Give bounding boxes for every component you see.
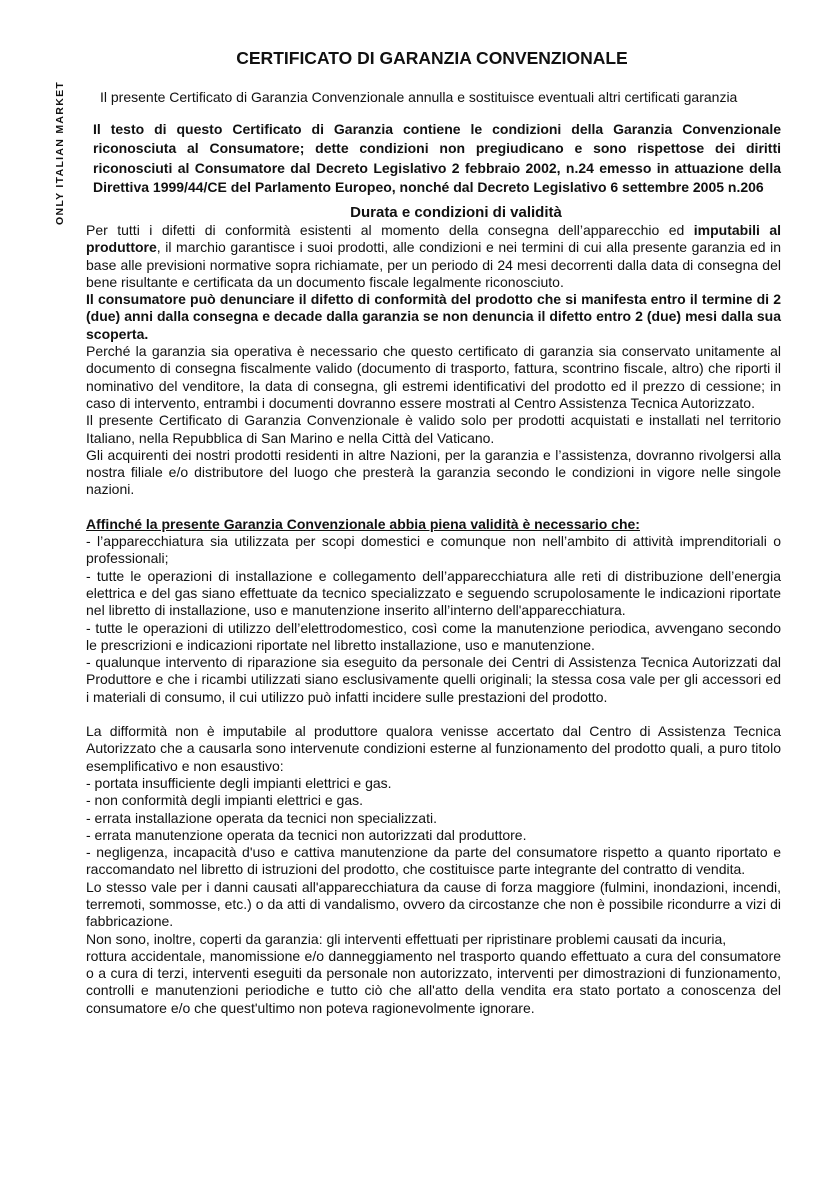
document-title: CERTIFICATO DI GARANZIA CONVENZIONALE: [236, 48, 628, 68]
bold-intro-paragraph: Il testo di questo Certificato di Garanzia contiene le condizioni della Garanzia Convenzionale riconosciuta al Consumatore; dette condizioni non pregiudicano e sono rispettose dei diritti riconosciuti al Consumatore dal Decreto Legislativo 2 febbraio 2002, n.24 emesso in attuazione della Direttiva 1999/44/CE del Parlamento Europeo, nonché dal Decreto Legislativo 6 settembre 2005 n.206: [93, 121, 781, 196]
exclusion-item: - non conformità degli impianti elettrici e gas.: [86, 792, 364, 809]
paragraph-exclusions-intro: La difformità non è imputabile al produttore qualora venisse accertato dal Centro di Assistenza Tecnica Autorizzato che a causarla sono intervenute condizioni esterne al funzionamento del prodotto quali, a puro titolo esemplificativo e non esaustivo:: [86, 723, 781, 774]
paragraph-foreign: Gli acquirenti dei nostri prodotti residenti in altre Nazioni, per la garanzia e l’assistenza, dovranno rivolgersi alla nostra filiale e/o distributore del luogo che presterà la garanzia secondo le condizioni in vigore nelle singole nazioni.: [86, 446, 781, 498]
condition-item: - tutte le operazioni di utilizzo dell’elettrodomestico, così come la manutenzione periodica, avvengano secondo le prescrizioni e indicazioni riportate nel libretto installazione, uso e manutenzione.: [86, 619, 781, 653]
document-body: [86, 203, 781, 1017]
section-heading-validity: Durata e condizioni di validità: [350, 204, 562, 221]
paragraph-not-covered: rottura accidentale, manomissione e/o danneggiamento nel trasporto quando effettuato a cura del consumatore o a cura di terzi, interventi eseguiti da personale non autorizzato, interventi per dimostrazioni di funzionamento, controlli e manutenzioni periodiche e tutto ciò che all'atto della vendita era stato portato a conoscenza del consumatore e/o che quest'ultimo non poteva ragionevolmente ignorare.: [86, 947, 781, 1016]
intro-line: Il presente Certificato di Garanzia Convenzionale annulla e sostituisce eventuali altri certificati garanzia: [100, 89, 738, 105]
condition-item: - tutte le operazioni di installazione e collegamento dell’apparecchiatura alle reti di distribuzione dell’energia elettrica e del gas siano effettuate da tecnico specializzato e seguendo scrupolosamente le indicazioni riportate nel libretto di installazione, uso e manutenzione inserito all’interno dell'apparecchiatura.: [86, 567, 781, 619]
exclusion-item: - errata manutenzione operata da tecnici non autorizzati dal produttore.: [86, 826, 527, 843]
side-label: ONLY ITALIAN MARKET: [54, 80, 66, 225]
exclusion-item: - negligenza, incapacità d'uso e cattiva manutenzione da parte del consumatore rispetto a quanto riportato e raccomandato nel libretto di istruzioni del prodotto, che costituisce parte integrante del contratto di vendita.: [86, 844, 781, 878]
condition-item: - qualunque intervento di riparazione sia eseguito da personale dei Centri di Assistenza Tecnica Autorizzati dal Produttore e che i ricambi utilizzati siano esclusivamente quelli originali; la stessa cosa vale per gli accessori ed i materiali di consumo, il cui utilizzo può infatti incidere sulle prestazioni del prodotto.: [86, 654, 781, 705]
text: Per tutti i difetti di conformità esistenti al momento della consegna dell’apparecchio ed: [86, 222, 694, 238]
paragraph-documents: Perché la garanzia sia operativa è necessario che questo certificato di garanzia sia conservato unitamente al documento di consegna fiscalmente valido (documento di trasporto, fattura, scontrino fiscale, altro) che riporti il nominativo del venditore, la data di consegna, gli estremi identificativi del prodotto ed il prezzo di cessione; in caso di intervento, entrambi i documenti dovranno essere mostrati al Centro Assistenza Tecnica Autorizzato.: [86, 343, 781, 411]
paragraph-coverage: [86, 222, 781, 291]
exclusion-item: - portata insufficiente degli impianti elettrici e gas.: [86, 774, 392, 791]
paragraph-deadline: Il consumatore può denunciare il difetto di conformità del prodotto che si manifesta entro il termine di 2 (due) anni dalla consegna e decade dalla garanzia se non denuncia il difetto entro 2 (due) mesi dalla sua scoperta.: [86, 291, 781, 342]
text: , il marchio garantisce i suoi prodotti, alle condizioni e nei termini di cui alla presente garanzia ed in base alle previsioni normative sopra richiamate, per un periodo di 24 mesi decorrenti dalla data di consegna del bene risultante e certificata da un documento fiscale legalmente riconosciuto.: [86, 239, 781, 290]
section-heading-conditions: Affinché la presente Garanzia Convenzionale abbia piena validità è necessario che:: [86, 515, 640, 532]
exclusion-item: - errata installazione operata da tecnici non specializzati.: [86, 809, 437, 826]
paragraph-territory: Il presente Certificato di Garanzia Convenzionale è valido solo per prodotti acquistati e installati nel territorio Italiano, nella Repubblica di San Marino e nella Città del Vaticano.: [86, 412, 781, 446]
paragraph-force-majeure: Lo stesso vale per i danni causati all'apparecchiatura da cause di forza maggiore (fulmini, inondazioni, incendi, terremoti, sommosse, etc.) o da atti di vandalismo, ovvero da circostanze che non è possibile ricondurre a vizi di fabbricazione.: [86, 878, 781, 930]
bold-text: imputabili al produttore: [86, 222, 781, 256]
paragraph-not-covered-line1: Non sono, inoltre, coperti da garanzia: gli interventi effettuati per ripristinare problemi causati da incuria,: [86, 930, 727, 947]
condition-item: - l’apparecchiatura sia utilizzata per scopi domestici e comunque non nell’ambito di attività imprenditoriali o professionali;: [86, 533, 781, 567]
